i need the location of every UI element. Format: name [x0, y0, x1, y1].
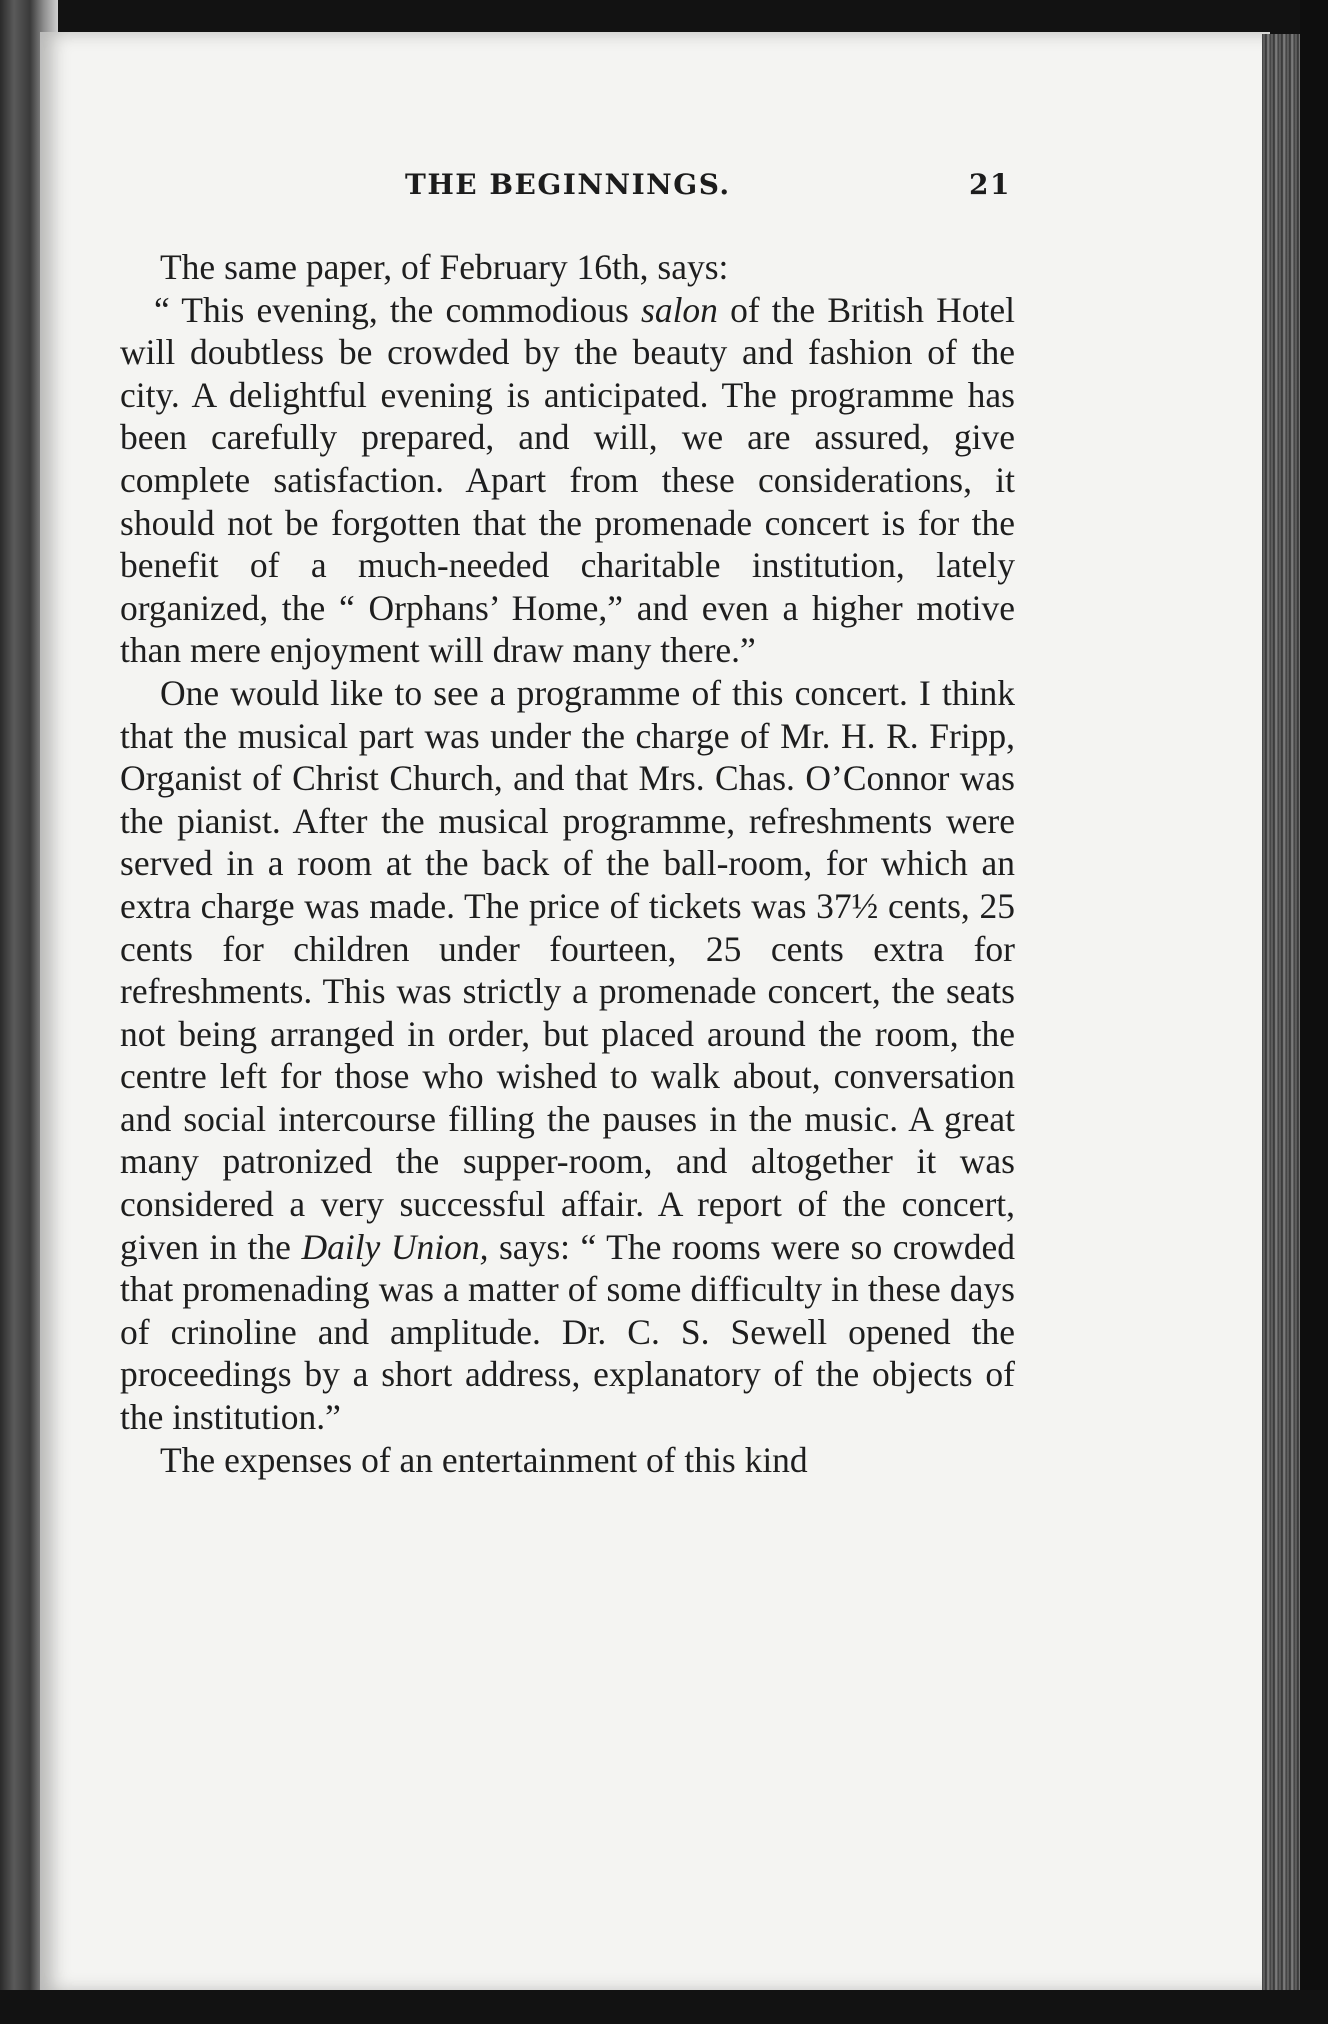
paragraph-2-quotation: [120, 289, 1015, 672]
body-text: [120, 246, 1015, 1481]
page-number: 21: [969, 168, 1011, 201]
paragraph-2-text-a: “ This evening, the commodious: [154, 289, 641, 330]
scan-bottom-border: [0, 1990, 1328, 2024]
page-stack-edge: [1262, 34, 1304, 1992]
scan-top-border: [0, 0, 1328, 34]
running-head: [120, 168, 1015, 208]
paragraph-4: The expenses of an entertainment of this kind: [160, 1439, 808, 1480]
running-head-title: THE BEGINNINGS.: [405, 168, 731, 201]
paragraph-2-text-b: of the British Hotel will doubtless be crowded by the beauty and fashion of the city. A delightful evening is anticipated. The programme has been carefully prepared, and will, we are assured, give complete satisfaction. Apart from these considerations, it should not be forgotten that the promenade concert is for the benefit of a much-needed charitable institution, lately organized, the “ Orphans’ Home,” and even a higher motive than mere enjoyment will draw many there.”: [120, 289, 1015, 671]
paragraph-3: [120, 672, 1015, 1439]
paragraph-1: The same paper, of February 16th, says:: [160, 247, 729, 287]
paragraph-3-italic-daily-union: Daily Union,: [301, 1226, 489, 1267]
paragraph-3-text-a: One would like to see a programme of this concert. I think that the musical part was under the charge of Mr. H. R. Fripp, Organist of Christ Church, and that Mrs. Chas. O’Connor was the pianist. After the musical programme, refreshments were served in a room at the back of the ball-room, for which an extra charge was made. The price of tickets was 37½ cents, 25 cents for children under fourteen, 25 cents extra for refreshments. This was strictly a promenade concert, the seats not being arranged in order, but placed around the room, the centre left for those who wished to walk about, conversation and social intercourse filling the pauses in the music. A great many patronized the supper-room, and altogether it was considered a very successful affair. A report of the concert, given in the: [120, 672, 1015, 1267]
paragraph-2-italic-salon: salon: [641, 289, 718, 330]
scan-right-border: [1300, 0, 1328, 2024]
paragraph-3-text-b: says: “ The rooms were so crowded that promenading was a matter of some difficulty in these days of crinoline and amplitude. Dr. C. S. Sewell opened the proceedings by a short address, explanatory of the objects of the institution.”: [120, 1226, 1015, 1438]
